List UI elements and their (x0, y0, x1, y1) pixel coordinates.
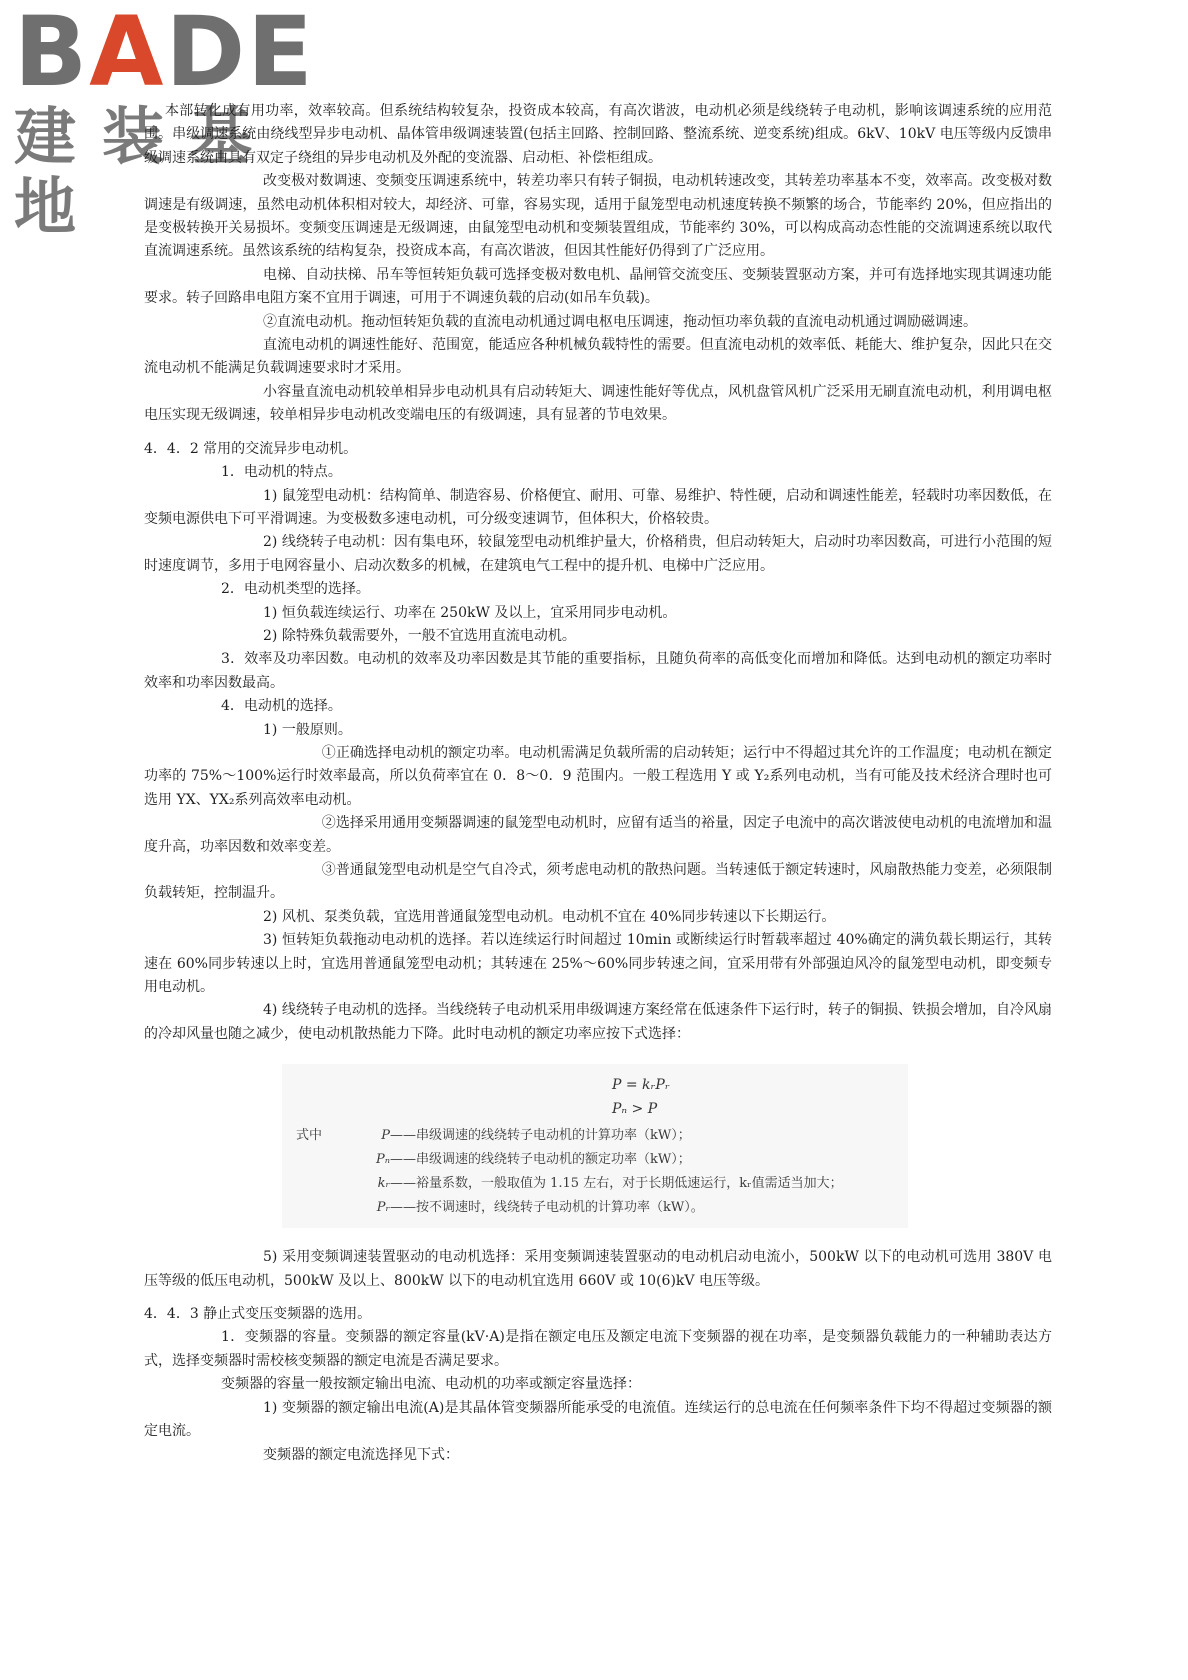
formula-definition (296, 1172, 843, 1195)
list-item: 4) 线绕转子电动机的选择。当线绕转子电动机采用串级调速方案经常在低速条件下运行时，转子的铜损、铁损会增加，自冷风扇的冷却风量也随之减少，使电动机散热能力下降。此时电动机的额定功率应按下式选择： (144, 1002, 1052, 1042)
paragraph: 5) 采用变频调速装置驱动的电动机选择：采用变频调速装置驱动的电动机启动电流小，500kW 以下的电动机可选用 380V 电压等级的低压电动机，500kW 及以上、800kW 以下的电动机宜选用 660V 或 10(6)kV 电压等级。 (144, 1249, 1052, 1289)
section-heading: 4．4．2 常用的交流异步电动机。 (144, 440, 358, 457)
paragraph: 改变极对数调速、变频变压调速系统中，转差功率只有转子铜损，电动机转速改变，其转差功率基本不变，效率高。改变极对数调速是有级调速，虽然电动机体积相对较大，却经济、可靠，容易实现，适用于鼠笼型电动机速度转换不频繁的场合，节能率约 20%，但应指出的是变极转换开关易损坏。变频变压调速是无级调速，由鼠笼型电动机和变频装置组成，节能率约 30%，可以构成高动态性能的交流调速系统以取代直流调速系统。虽然该系统的结构复杂，投资成本高，有高次谐波，但因其性能好仍得到了广泛应用。 (144, 173, 1052, 260)
formula-symbol: kᵣ (377, 1176, 390, 1192)
list-item: 2．电动机类型的选择。 (221, 581, 370, 598)
formula-symbol: P (381, 1128, 390, 1144)
paragraph: 小容量直流电动机较单相异步电动机具有启动转矩大、调速性能好等优点，风机盘管风机广泛采用无刷直流电动机，利用调电枢电压实现无级调速，较单相异步电动机改变端电压的有级调速，具有显著的节电效果。 (144, 383, 1052, 424)
list-item: 2) 除特殊负载需要外，一般不宜选用直流电动机。 (263, 627, 576, 644)
paragraph: 本部转化成有用功率，效率较高。但系统结构较复杂，投资成本较高，有高次谐波，电动机必须是线绕转子电动机，影响该调速系统的应用范围。串级调速系统由绕线型异步电动机、晶体管串级调速装置(包括主回路、控制回路、整流系统、逆变系统)组成。6kV、10kV 电压等级内反馈串级调速系统由具有双定子绕组的异步电动机及外配的变流器、启动柜、补偿柜组成。 (144, 103, 1052, 166)
logo-chinese-text: 建装基地 (14, 100, 279, 243)
logo-letter-a: A (89, 0, 166, 108)
formula-line: Pₙ > P (612, 1101, 658, 1118)
paragraph: 直流电动机的调速性能好、范围宽，能适应各种机械负载特性的需要。但直流电动机的效率低、耗能大、维护复杂，因此只在交流电动机不能满足负载调速要求时才采用。 (144, 337, 1052, 377)
list-item: ①正确选择电动机的额定功率。电动机需满足负载所需的启动转矩；运行中不得超过其允许的工作温度；电动机在额定功率的 75%～100%运行时效率最高，所以负荷率宜在 0．8～0．9 范围内。一般工程选用 Y 或 Y₂系列电动机，当有可能及技术经济合理时也可选用 YX、YX₂系列高效率电动机。 (144, 744, 1052, 808)
list-item: 4．电动机的选择。 (221, 698, 342, 715)
formula-symbol: Pᵣ (376, 1200, 390, 1216)
formula-definition-text: ——按不调速时，线绕转子电动机的计算功率（kW）。 (390, 1200, 704, 1216)
formula-definition (296, 1196, 704, 1219)
section-heading: 4．4．3 静止式变压变频器的选用。 (144, 1306, 372, 1323)
formula-definition-text: ——串级调速的线绕转子电动机的计算功率（kW）； (390, 1128, 691, 1144)
list-item: 2) 线绕转子电动机：因有集电环，较鼠笼型电动机维护量大，价格稍贵，但启动转矩大，启动时功率因数高，可进行小范围的短时速度调节，多用于电网容量小、启动次数多的机械，在建筑电气工程中的提升机、电梯中广泛应用。 (144, 534, 1052, 574)
formula-definition (296, 1148, 691, 1171)
logo-letter-e: E (247, 0, 315, 108)
logo-letter-d: D (165, 0, 248, 108)
formula-definition (296, 1124, 691, 1147)
list-item: 1) 鼠笼型电动机：结构简单、制造容易、价格便宜、耐用、可靠、易维护、特性硬，启动和调速性能差，轻载时功率因数低，在变频电源供电下可平滑调速。为变极数多速电动机，可分级变速调节，但体积大，价格较贵。 (144, 487, 1052, 527)
formula-line: P = kᵣPᵣ (612, 1077, 670, 1094)
formula-definition-text: ——裕量系数，一般取值为 1.15 左右，对于长期低速运行，kᵣ值需适当加大； (390, 1176, 843, 1192)
list-item: 1) 一般原则。 (263, 721, 352, 738)
list-item: 2) 风机、泵类负载，宜选用普通鼠笼型电动机。电动机不宜在 40%同步转速以下长期运行。 (263, 908, 836, 925)
list-item: 3．效率及功率因数。电动机的效率及功率因数是其节能的重要指标，且随负荷率的高低变化而增加和降低。达到电动机的额定功率时效率和功率因数最高。 (144, 651, 1052, 691)
formula-definition-text: ——串级调速的线绕转子电动机的额定功率（kW）； (390, 1152, 691, 1168)
list-item: 3) 恒转矩负载拖动电动机的选择。若以连续运行时间超过 10min 或断续运行时暂载率超过 40%确定的满负载长期运行，其转速在 60%同步转速以上时，宜选用普通鼠笼型电动机；其转速在 25%～60%同步转速之间，宜采用带有外部强迫风冷的鼠笼型电动机，即变频专用电动机。 (144, 932, 1052, 996)
paragraph: 变频器的额定电流选择见下式： (263, 1446, 459, 1463)
list-item: 1．变频器的容量。变频器的额定容量(kV·A)是指在额定电压及额定电流下变频器的视在功率，是变频器负载能力的一种辅助表达方式，选择变频器时需校核变频器的额定电流是否满足要求。 (144, 1329, 1052, 1369)
formula-symbol: Pₙ (375, 1152, 390, 1168)
paragraph: 变频器的容量一般按额定输出电流、电动机的功率或额定容量选择： (221, 1376, 641, 1393)
document-body (144, 100, 1052, 1467)
logo-letter-b: B (14, 0, 90, 108)
formula-block (282, 1064, 908, 1228)
paragraph: 电梯、自动扶梯、吊车等恒转矩负载可选择变极对数电机、晶闸管交流变压、变频装置驱动方案，并可有选择地实现其调速功能要求。转子回路串电阻方案不宜用于调速，可用于不调速负载的启动(如吊车负载)。 (144, 266, 1052, 307)
list-item: ③普通鼠笼型电动机是空气自冷式，须考虑电动机的散热问题。当转速低于额定转速时，风扇散热能力变差，必须限制负载转矩，控制温升。 (144, 862, 1052, 902)
paragraph: ②直流电动机。拖动恒转矩负载的直流电动机通过调电枢电压调速，拖动恒功率负载的直流电动机通过调励磁调速。 (263, 313, 977, 330)
list-item: 1) 变频器的额定输出电流(A)是其晶体管变频器所能承受的电流值。连续运行的总电流在任何频率条件下均不得超过变频器的额定电流。 (144, 1399, 1052, 1440)
list-item: 1) 恒负载连续运行、功率在 250kW 及以上，宜采用同步电动机。 (263, 604, 677, 621)
logo-wordmark (14, 0, 344, 108)
list-item: ②选择采用通用变频器调速的鼠笼型电动机时，应留有适当的裕量，因定子电流中的高次谐波使电动机的电流增加和温度升高，功率因数和效率变差。 (144, 815, 1052, 855)
formula-lead: 式中 (296, 1128, 323, 1144)
list-item: 1．电动机的特点。 (221, 464, 342, 481)
